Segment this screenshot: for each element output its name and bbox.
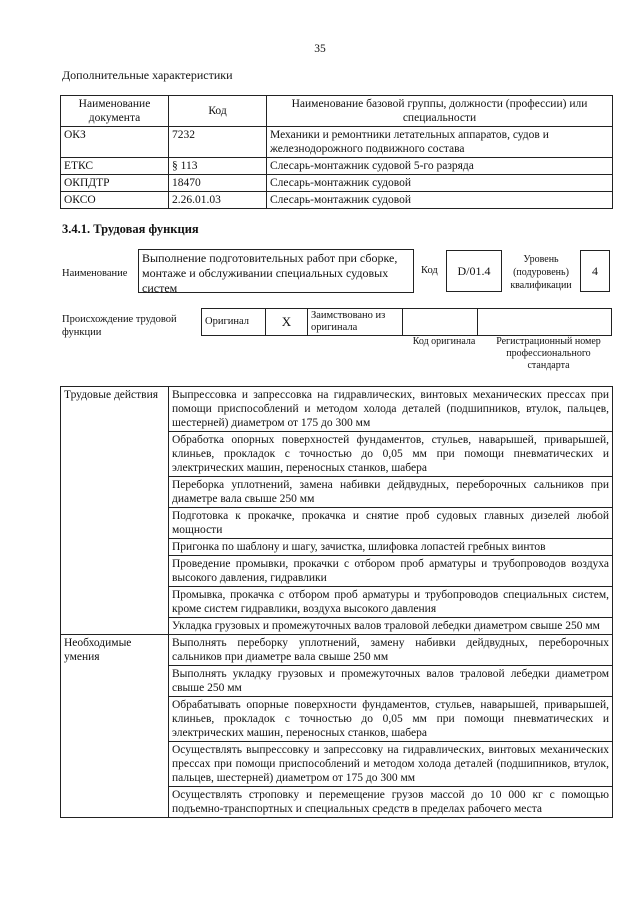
code-label: Код: [421, 265, 438, 276]
row-name: Механики и ремонтники летательных аппаратов, судов и железнодорожного подвижного состава: [267, 127, 613, 158]
extra-characteristics-table: [60, 95, 613, 209]
reg-number-cell: [478, 309, 612, 336]
skill-item: Осуществлять выпрессовку и запрессовку на гидравлических, винтовых механических прессах при помощи приспособлений и методом холода деталей (подшипников, втулок, пальцев, шестерней) диаметром от 175 до 300 мм: [169, 742, 613, 787]
extra-characteristics-title: Дополнительные характеристики: [62, 68, 233, 82]
actions-label: Трудовые действия: [61, 387, 169, 635]
original-label: Оригинал: [202, 309, 266, 336]
row-code: 7232: [169, 127, 267, 158]
action-item: Обработка опорных поверхностей фундаментов, стульев, наварышей, приварышей, клиньев, прокладок с точностью до 0,05 мм при помощи пневматических и электрических машин, переносных станков, шабера: [169, 432, 613, 477]
row-doc: ОКСО: [61, 192, 169, 209]
function-details-table: [60, 386, 613, 818]
action-item: Проведение промывки, прокачки с отбором проб арматуры и трубопроводов воздуха высокого давления, гидравлики: [169, 556, 613, 587]
actions-row: [61, 387, 613, 432]
level-value: 4: [580, 250, 610, 292]
skills-row: [61, 635, 613, 666]
header-group-name: Наименование базовой группы, должности (профессии) или специальности: [267, 96, 613, 127]
table-header-row: [61, 96, 613, 127]
page-number: 35: [314, 43, 326, 55]
row-name: Слесарь-монтажник судовой: [267, 192, 613, 209]
name-label: Наименование: [62, 268, 128, 279]
header-doc-name: Наименование документа: [61, 96, 169, 127]
original-mark: X: [266, 309, 308, 336]
table-row: [61, 158, 613, 175]
code-original-cell: [403, 309, 478, 336]
row-doc: ОКЗ: [61, 127, 169, 158]
row-doc: ОКПДТР: [61, 175, 169, 192]
row-name: Слесарь-монтажник судовой 5-го разряда: [267, 158, 613, 175]
action-item: Промывка, прокачка с отбором проб арматуры и трубопроводов специальных систем, кроме систем гидравлики, воздуха высокого давления: [169, 587, 613, 618]
action-item: Укладка грузовых и промежуточных валов траловой лебедки диаметром свыше 250 мм: [169, 618, 613, 635]
action-item: Подготовка к прокачке, прокачка и снятие проб судовых главных дизелей любой мощности: [169, 508, 613, 539]
origin-table: [201, 308, 612, 336]
skill-item: Выполнять переборку уплотнений, замену набивки дейдвудных, переборочных сальников при диаметре вала свыше 250 мм: [169, 635, 613, 666]
action-item: Пригонка по шаблону и шагу, зачистка, шлифовка лопастей гребных винтов: [169, 539, 613, 556]
action-item: Переборка уплотнений, замена набивки дейдвудных, переборочных сальников при диаметре вала свыше 250 мм: [169, 477, 613, 508]
function-heading: 3.4.1. Трудовая функция: [62, 222, 199, 236]
row-code: 2.26.01.03: [169, 192, 267, 209]
skills-label: Необходимые умения: [61, 635, 169, 818]
row-doc: ЕТКС: [61, 158, 169, 175]
skill-item: Обрабатывать опорные поверхности фундаментов, стульев, наварышей, приварышей, клиньев, прокладок с точностью до 0,05 мм при помощи пневматических и электрических машин, переносных станков, шабера: [169, 697, 613, 742]
function-code-value: D/01.4: [446, 250, 502, 292]
table-row: [61, 175, 613, 192]
reg-number-label: Регистрационный номер профессионального стандарта: [496, 336, 601, 371]
skill-item: Выполнять укладку грузовых и промежуточных валов траловой лебедки диаметром свыше 250 мм: [169, 666, 613, 697]
level-label: Уровень (подуровень) квалификации: [510, 254, 572, 291]
borrowed-label: Заимствовано из оригинала: [308, 309, 403, 336]
table-row: [61, 192, 613, 209]
row-code: § 113: [169, 158, 267, 175]
origin-label: Происхождение трудовой функции: [62, 314, 177, 338]
code-original-label: Код оригинала: [412, 336, 476, 347]
row-code: 18470: [169, 175, 267, 192]
skill-item: Осуществлять строповку и перемещение грузов массой до 10 000 кг с помощью подъемно-транспортных и специальных средств в пределах рабочего места: [169, 787, 613, 818]
row-name: Слесарь-монтажник судовой: [267, 175, 613, 192]
action-item: Выпрессовка и запрессовка на гидравлических, винтовых механических прессах при помощи приспособлений и методом холода деталей (подшипников, втулок, пальцев, шестерней) диаметром от 175 до 300 мм: [169, 387, 613, 432]
header-code: Код: [169, 96, 267, 127]
table-row: [61, 127, 613, 158]
function-name-value: Выполнение подготовительных работ при сборке, монтаже и обслуживании специальных судовых систем: [138, 249, 414, 293]
